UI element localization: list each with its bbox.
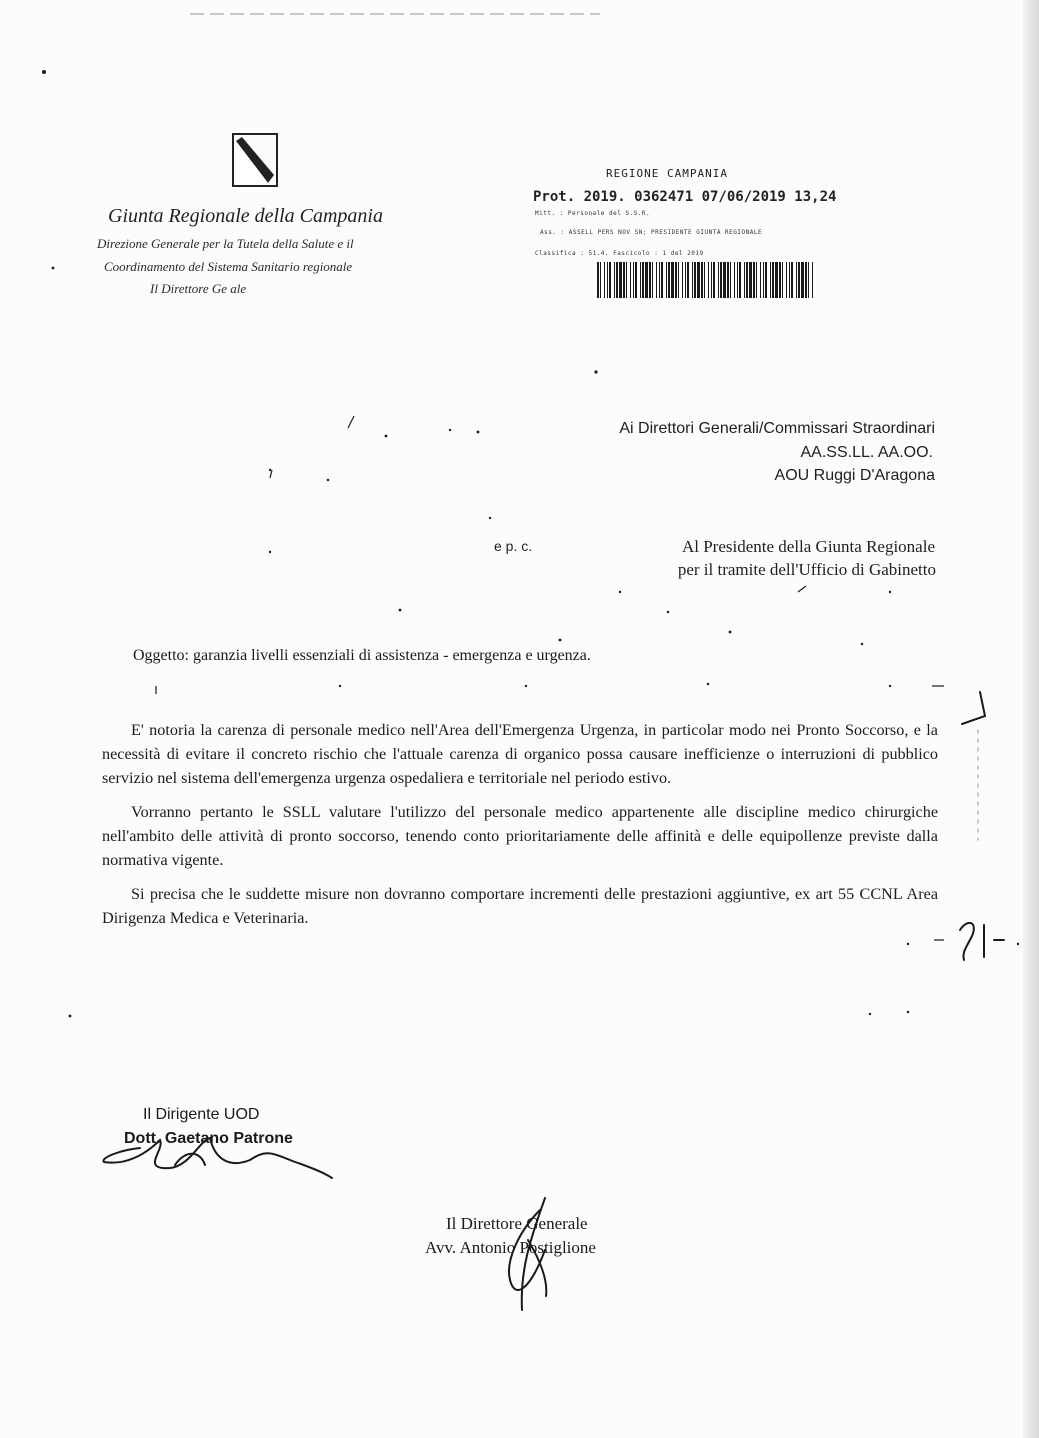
barcode-bar: [708, 262, 709, 298]
uod-signatory-name: Dott. Gaetano Patrone: [124, 1130, 293, 1147]
barcode-bar: [630, 262, 631, 298]
barcode-bar: [678, 262, 679, 298]
cc-line-2: per il tramite dell'Ufficio di Gabinetto: [677, 560, 936, 579]
barcode-bar: [600, 262, 601, 298]
barcode-bar: [668, 262, 670, 298]
scan-edge-shadow: [1023, 0, 1039, 1438]
letterhead-director: Il Direttore Ge ale: [150, 281, 247, 296]
barcode-bar: [801, 262, 804, 298]
letterhead-department: Direzione Generale per la Tutela della Salute e il: [97, 236, 354, 251]
barcode-bar: [642, 262, 644, 298]
barcode-bar: [604, 262, 605, 298]
barcode-bar: [737, 262, 738, 298]
barcode-bar: [626, 262, 627, 298]
addressee-line-3: AOU Ruggi D'Aragona: [774, 467, 935, 484]
barcode-bar: [687, 262, 689, 298]
cc-label: e p. c.: [494, 538, 533, 554]
barcode-bar: [775, 262, 778, 298]
barcode-bar: [730, 262, 731, 298]
barcode-bar: [640, 262, 641, 298]
barcode-bar: [796, 262, 797, 298]
stamp-region: REGIONE CAMPANIA: [606, 167, 728, 180]
barcode-bar: [789, 262, 790, 298]
barcode-bar: [808, 262, 809, 298]
barcode-bar: [786, 262, 787, 298]
cc-line-1: Al Presidente della Giunta Regionale: [681, 537, 935, 556]
barcode-bar: [756, 262, 757, 298]
barcode-bar: [609, 262, 611, 298]
barcode-bar: [633, 262, 634, 298]
region-logo-icon: [232, 133, 278, 187]
letter-body: [102, 718, 938, 940]
barcode-bar: [645, 262, 648, 298]
barcode-bar: [772, 262, 774, 298]
barcode-bar: [720, 262, 722, 298]
barcode-bar: [694, 262, 696, 298]
body-paragraph-1: E' notoria la carenza di personale medico nell'Area dell'Emergenza Urgenza, in particolar modo nei Pronto Soccorso, e la necessità di evitare il concreto rischio che l'attuale carenza di organico possa causare inefficienze o interruzioni di pubblico servizio nel sistema dell'emergenza urgenza ospedaliera e territoriale nel periodo estivo.: [102, 721, 938, 787]
barcode-bar: [782, 262, 783, 298]
stamp-sender: Mitt. : Personale del S.S.R.: [535, 210, 651, 217]
letterhead-title: Giunta Regionale della Campania: [108, 205, 383, 227]
barcode-bar: [779, 262, 781, 298]
barcode-bar: [661, 262, 663, 298]
barcode-bar: [652, 262, 653, 298]
barcode-bar: [749, 262, 752, 298]
letterhead-coordination: Coordinamento del Sistema Sanitario regionale: [104, 259, 353, 274]
barcode-bar: [649, 262, 651, 298]
barcode-bar: [675, 262, 677, 298]
barcode-bar: [711, 262, 712, 298]
protocol-barcode: [597, 262, 815, 298]
barcode-bar: [671, 262, 674, 298]
barcode-bar: [701, 262, 703, 298]
barcode-bar: [697, 262, 700, 298]
barcode-bar: [685, 262, 686, 298]
barcode-bar: [805, 262, 807, 298]
barcode-bar: [763, 262, 764, 298]
barcode-bar: [597, 262, 599, 298]
barcode-bar: [692, 262, 693, 298]
barcode-bar: [635, 262, 637, 298]
barcode-bar: [656, 262, 657, 298]
stamp-assignment: Ass. : ASSELL PERS NOV SN; PRESIDENTE GIUNTA REGIONALE: [540, 229, 763, 236]
uod-signatory-role: Il Dirigente UOD: [143, 1106, 260, 1123]
barcode-bar: [623, 262, 625, 298]
barcode-bar: [765, 262, 767, 298]
barcode-bar: [760, 262, 761, 298]
addressee-line-2: AA.SS.LL. AA.OO.: [800, 444, 933, 461]
barcode-bar: [659, 262, 660, 298]
barcode-bar: [713, 262, 715, 298]
barcode-bar: [744, 262, 745, 298]
barcode-bar: [723, 262, 726, 298]
barcode-bar: [704, 262, 705, 298]
barcode-bar: [798, 262, 800, 298]
barcode-bar: [746, 262, 748, 298]
barcode-bar: [718, 262, 719, 298]
barcode-bar: [770, 262, 771, 298]
addressee-line-1: Ai Direttori Generali/Commissari Straordinari: [619, 420, 935, 437]
barcode-bar: [619, 262, 622, 298]
barcode-bar: [614, 262, 615, 298]
barcode-bar: [791, 262, 793, 298]
dg-signatory-role: Il Direttore Generale: [446, 1214, 588, 1233]
barcode-bar: [812, 262, 813, 298]
stamp-classification: Classifica : 51.4. Fascicolo : 1 del 2019: [535, 250, 704, 257]
body-paragraph-3: Si precisa che le suddette misure non dovranno comportare incrementi delle prestazioni aggiuntive, ex art 55 CCNL Area Dirigenza Medica e Veterinaria.: [102, 885, 938, 927]
barcode-bar: [616, 262, 618, 298]
barcode-bar: [727, 262, 729, 298]
body-paragraph-2: Vorranno pertanto le SSLL valutare l'utilizzo del personale medico appartenente alle discipline medico chirurgiche nell'ambito delle attività di pronto soccorso, tenendo conto prioritariamente delle affinità e delle equipollenze previste dalla normativa vigente.: [102, 803, 938, 869]
subject-line: Oggetto: garanzia livelli essenziali di assistenza - emergenza e urgenza.: [133, 647, 591, 664]
dg-signatory-name: Avv. Antonio Postiglione: [425, 1238, 596, 1257]
barcode-bar: [734, 262, 735, 298]
barcode-bar: [682, 262, 683, 298]
barcode-bar: [753, 262, 755, 298]
stamp-protocol: Prot. 2019. 0362471 07/06/2019 13,24: [533, 189, 837, 205]
barcode-bar: [666, 262, 667, 298]
barcode-bar: [739, 262, 741, 298]
barcode-bar: [607, 262, 608, 298]
